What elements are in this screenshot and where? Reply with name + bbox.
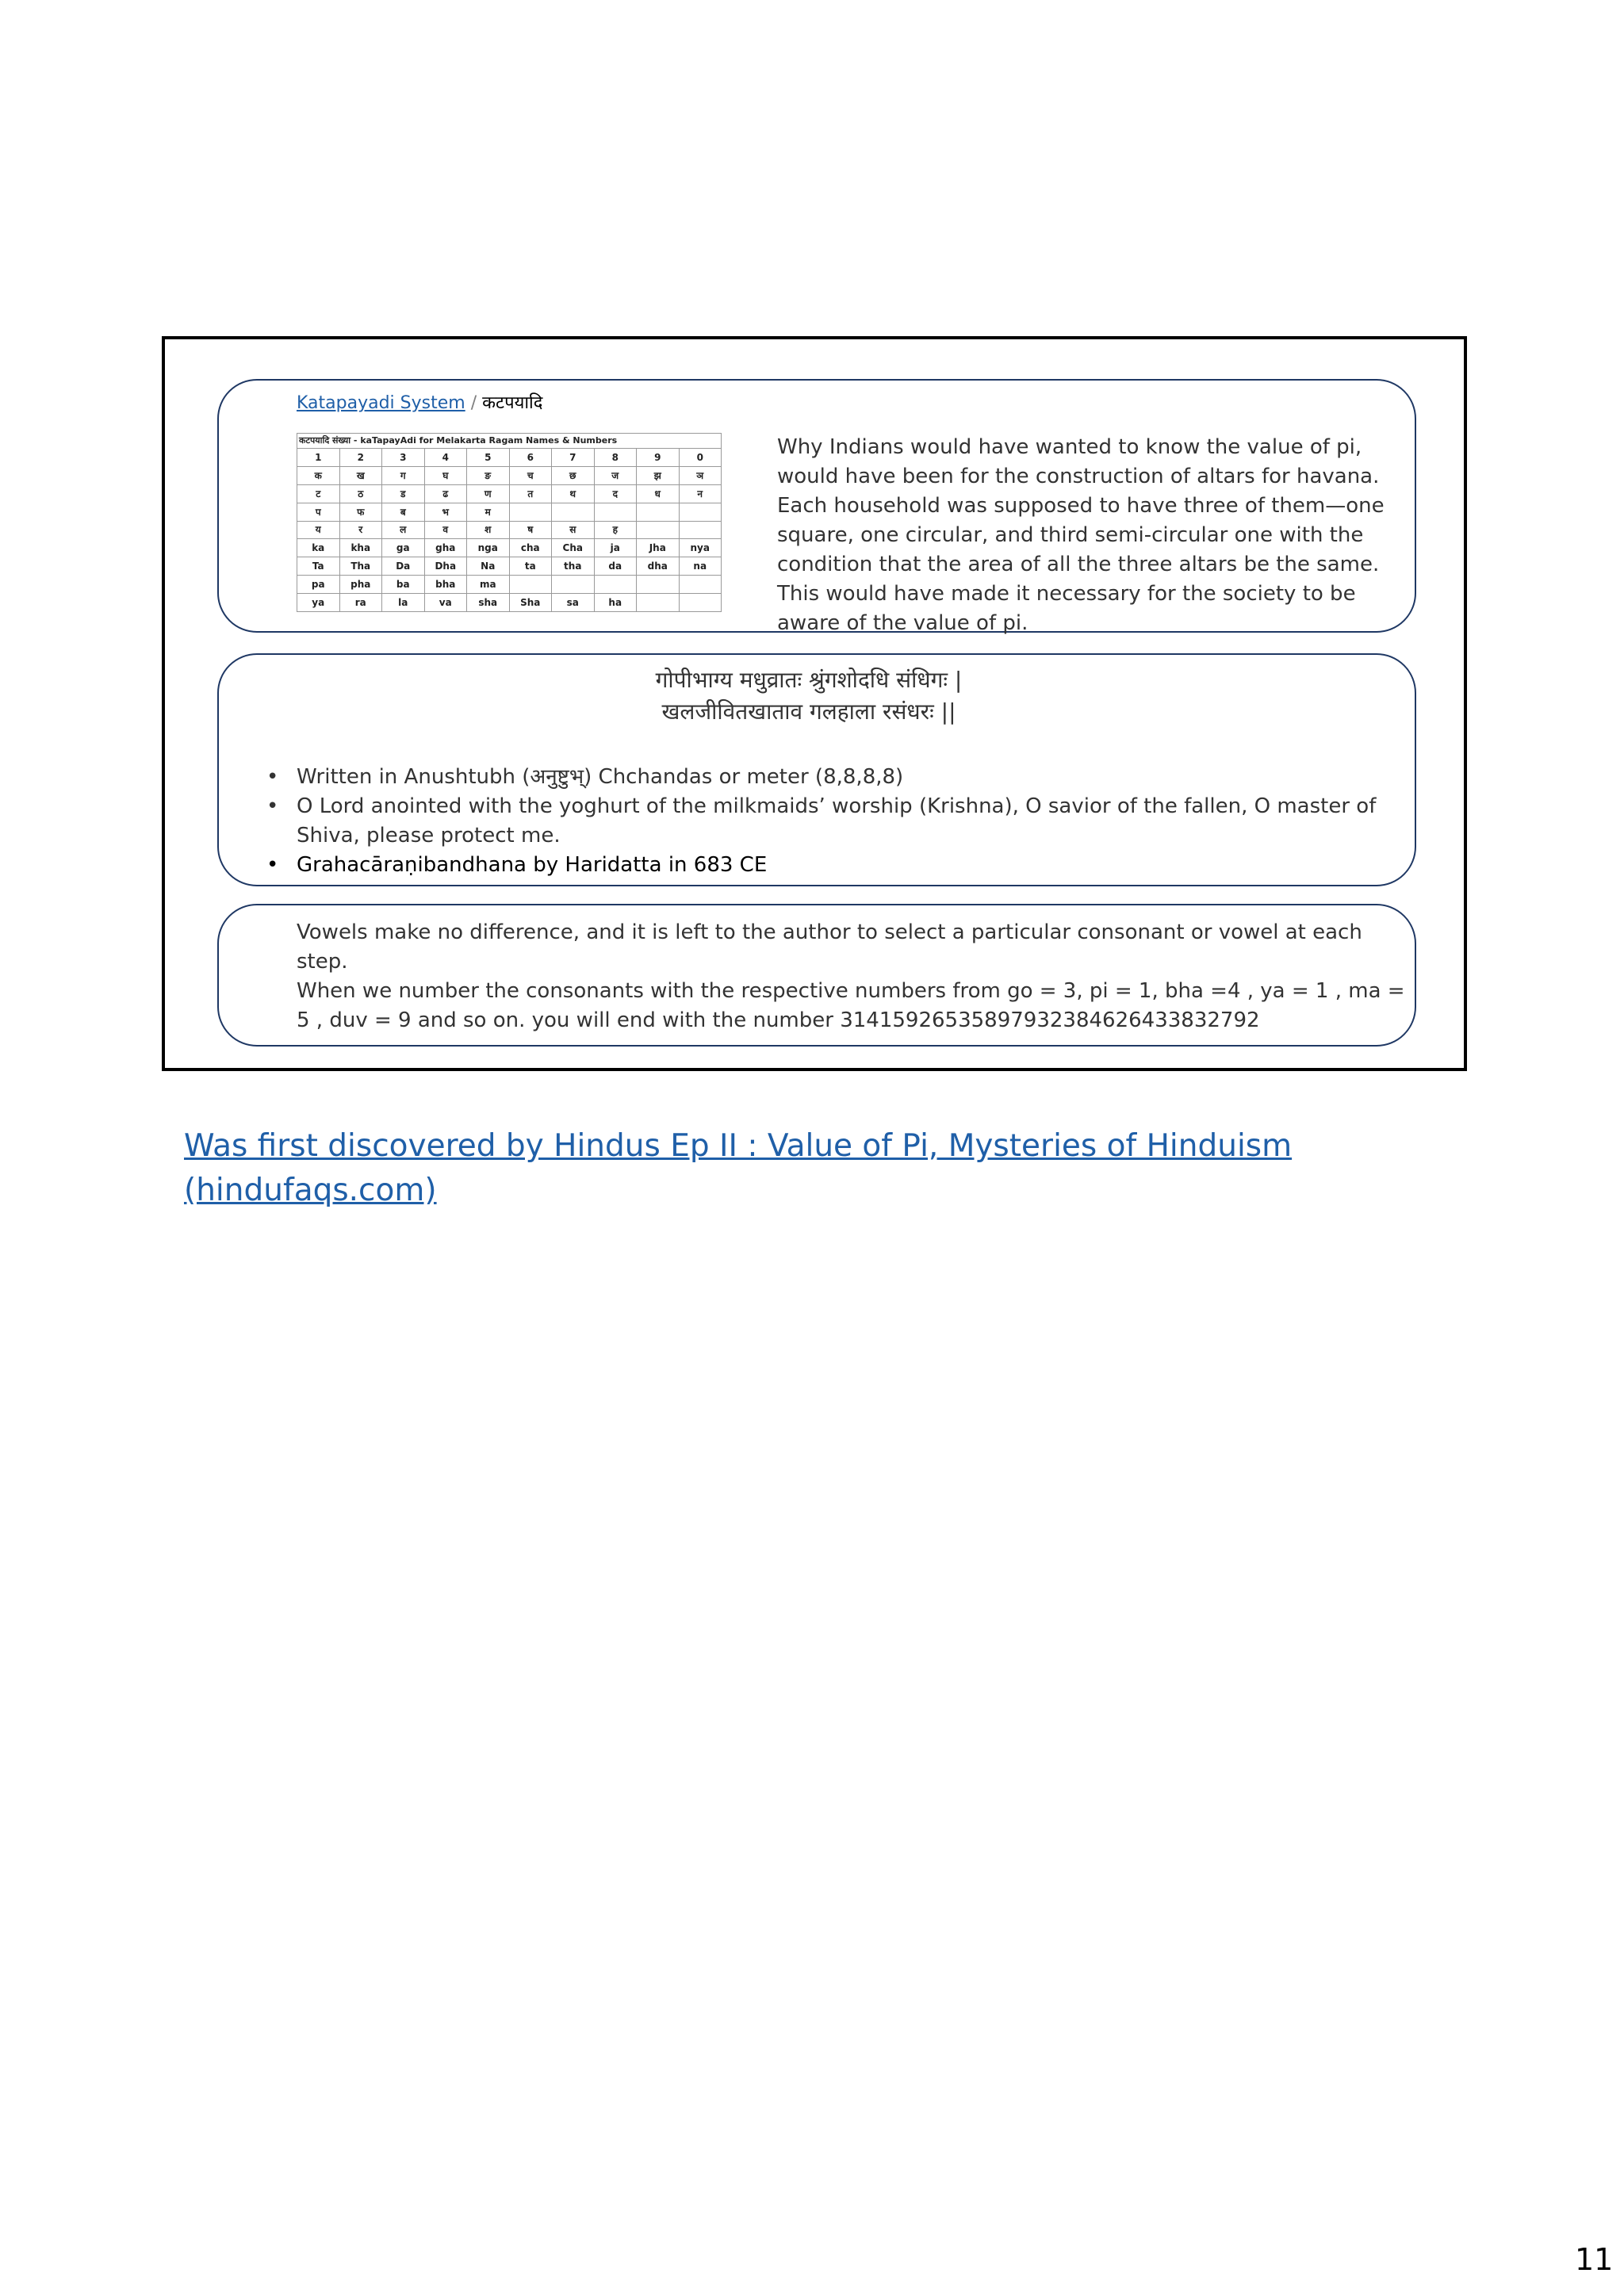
table-cell — [637, 594, 680, 612]
katapayadi-panel — [217, 379, 1416, 633]
katapayadi-table — [297, 433, 722, 612]
table-row — [297, 484, 722, 503]
table-cell: 9 — [637, 449, 680, 467]
bullet-source: • Grahacāraṇibandhana by Haridatta in 683 CE — [266, 851, 1392, 880]
table-cell — [509, 576, 552, 594]
table-cell: da — [594, 557, 637, 576]
table-row — [297, 557, 722, 576]
table-cell: 3 — [382, 449, 425, 467]
table-cell: ga — [382, 539, 425, 557]
table-cell: ख — [339, 466, 382, 484]
table-cell — [679, 521, 722, 539]
table-cell: भ — [424, 503, 467, 521]
page-number: 11 — [1575, 2242, 1614, 2277]
vowels-note: Vowels make no difference, and it is left to the author to select a particular consonant or vowel at each step. — [297, 920, 1362, 974]
shloka-panel — [217, 653, 1416, 886]
table-row — [297, 576, 722, 594]
table-cell: kha — [339, 539, 382, 557]
table-cell: झ — [637, 466, 680, 484]
table-cell: 8 — [594, 449, 637, 467]
table-cell: 6 — [509, 449, 552, 467]
table-cell: ja — [594, 539, 637, 557]
table-cell: Tha — [339, 557, 382, 576]
consonant-numbering-note: When we number the consonants with the respective numbers from go = 3, pi = 1, bha =4 , ya = 1 , ma = 5 , duv = 9 and so on. you will end with the number 31415926535897932384626433832792 — [297, 979, 1405, 1032]
table-cell: ध — [637, 484, 680, 503]
table-cell: 4 — [424, 449, 467, 467]
table-cell: la — [382, 594, 425, 612]
table-cell: va — [424, 594, 467, 612]
table-cell: tha — [552, 557, 595, 576]
table-cell: थ — [552, 484, 595, 503]
table-cell: Ta — [297, 557, 340, 576]
shloka-line-1: गोपीभाग्य मधुव्रातः श्रुंगशोदधि संधिगः | — [655, 667, 963, 693]
table-cell: द — [594, 484, 637, 503]
table-cell: ta — [509, 557, 552, 576]
table-cell: bha — [424, 576, 467, 594]
table-cell: Na — [467, 557, 510, 576]
table-cell: ya — [297, 594, 340, 612]
table-cell: ha — [594, 594, 637, 612]
table-cell: प — [297, 503, 340, 521]
table-cell: ma — [467, 576, 510, 594]
table-cell: Sha — [509, 594, 552, 612]
table-row — [297, 521, 722, 539]
table-cell: 0 — [679, 449, 722, 467]
table-cell: gha — [424, 539, 467, 557]
table-cell: Dha — [424, 557, 467, 576]
bullet-meter: • Written in Anushtubh (अनुष्टुभ्) Chchandas or meter (8,8,8,8) — [266, 763, 1392, 792]
table-cell: ड — [382, 484, 425, 503]
table-cell: घ — [424, 466, 467, 484]
caption-separator: / — [470, 393, 477, 413]
table-cell: छ — [552, 466, 595, 484]
table-cell: 5 — [467, 449, 510, 467]
table-cell — [637, 503, 680, 521]
table-cell: 1 — [297, 449, 340, 467]
table-cell: ष — [509, 521, 552, 539]
table-cell: स — [552, 521, 595, 539]
table-cell: ka — [297, 539, 340, 557]
table-cell: फ — [339, 503, 382, 521]
table-cell: च — [509, 466, 552, 484]
why-pi-paragraph: Why Indians would have wanted to know the value of pi, would have been for the construction of altars for havana. Each household was supposed to have three of them—one square, one circular, and third semi-circular one with the condition that the area of all the three altars be the same. This would have made it necessary for the society to be aware of the value of pi. — [777, 435, 1385, 635]
shloka-notes-list — [266, 763, 1392, 880]
table-cell: ठ — [339, 484, 382, 503]
table-cell — [637, 576, 680, 594]
table-cell: cha — [509, 539, 552, 557]
table-cell — [594, 576, 637, 594]
table-cell — [509, 503, 552, 521]
table-cell: य — [297, 521, 340, 539]
table-row — [297, 466, 722, 484]
table-cell: pa — [297, 576, 340, 594]
table-cell: ढ — [424, 484, 467, 503]
table-row — [297, 594, 722, 612]
table-cell: न — [679, 484, 722, 503]
shloka-line-2: खलजीवितखाताव गलहाला रसंधरः || — [661, 698, 956, 725]
table-cell — [679, 594, 722, 612]
table-cell — [552, 576, 595, 594]
table-cell: pha — [339, 576, 382, 594]
table-cell: Da — [382, 557, 425, 576]
table-cell: ba — [382, 576, 425, 594]
table-cell — [679, 576, 722, 594]
table-cell: ङ — [467, 466, 510, 484]
table-row — [297, 539, 722, 557]
table-cell: Cha — [552, 539, 595, 557]
table-cell: ञ — [679, 466, 722, 484]
table-caption — [297, 390, 542, 414]
table-header: कटपयादि संख्या - kaTapayAdi for Melakarta Ragam Names & Numbers — [297, 434, 722, 449]
table-cell: र — [339, 521, 382, 539]
table-row — [297, 503, 722, 521]
table-cell: Jha — [637, 539, 680, 557]
table-cell: nya — [679, 539, 722, 557]
table-cell: क — [297, 466, 340, 484]
table-cell: ण — [467, 484, 510, 503]
slide-frame — [162, 336, 1467, 1071]
katapayadi-system-link[interactable]: Katapayadi System — [297, 393, 465, 413]
table-cell: sha — [467, 594, 510, 612]
caption-devanagari: कटपयादि — [482, 393, 543, 413]
explanation-panel — [217, 904, 1416, 1047]
table-row — [297, 449, 722, 467]
table-cell: ट — [297, 484, 340, 503]
table-cell: त — [509, 484, 552, 503]
table-cell: sa — [552, 594, 595, 612]
table-cell — [594, 503, 637, 521]
table-cell: dha — [637, 557, 680, 576]
table-cell: ल — [382, 521, 425, 539]
table-cell: ra — [339, 594, 382, 612]
table-cell: म — [467, 503, 510, 521]
table-cell — [552, 503, 595, 521]
table-cell: ह — [594, 521, 637, 539]
table-cell: श — [467, 521, 510, 539]
table-cell — [637, 521, 680, 539]
table-cell: nga — [467, 539, 510, 557]
table-cell: 2 — [339, 449, 382, 467]
table-cell: ग — [382, 466, 425, 484]
source-link[interactable]: Was first discovered by Hindus Ep II : Value of Pi, Mysteries of Hinduism (hindufaqs.com) — [184, 1128, 1293, 1208]
bullet-translation: • O Lord anointed with the yoghurt of the milkmaids’ worship (Krishna), O savior of the fallen, O master of Shiva, please protect me. — [266, 792, 1392, 851]
table-cell: na — [679, 557, 722, 576]
table-cell: 7 — [552, 449, 595, 467]
table-cell: व — [424, 521, 467, 539]
table-cell — [679, 503, 722, 521]
table-cell: ज — [594, 466, 637, 484]
table-cell: ब — [382, 503, 425, 521]
